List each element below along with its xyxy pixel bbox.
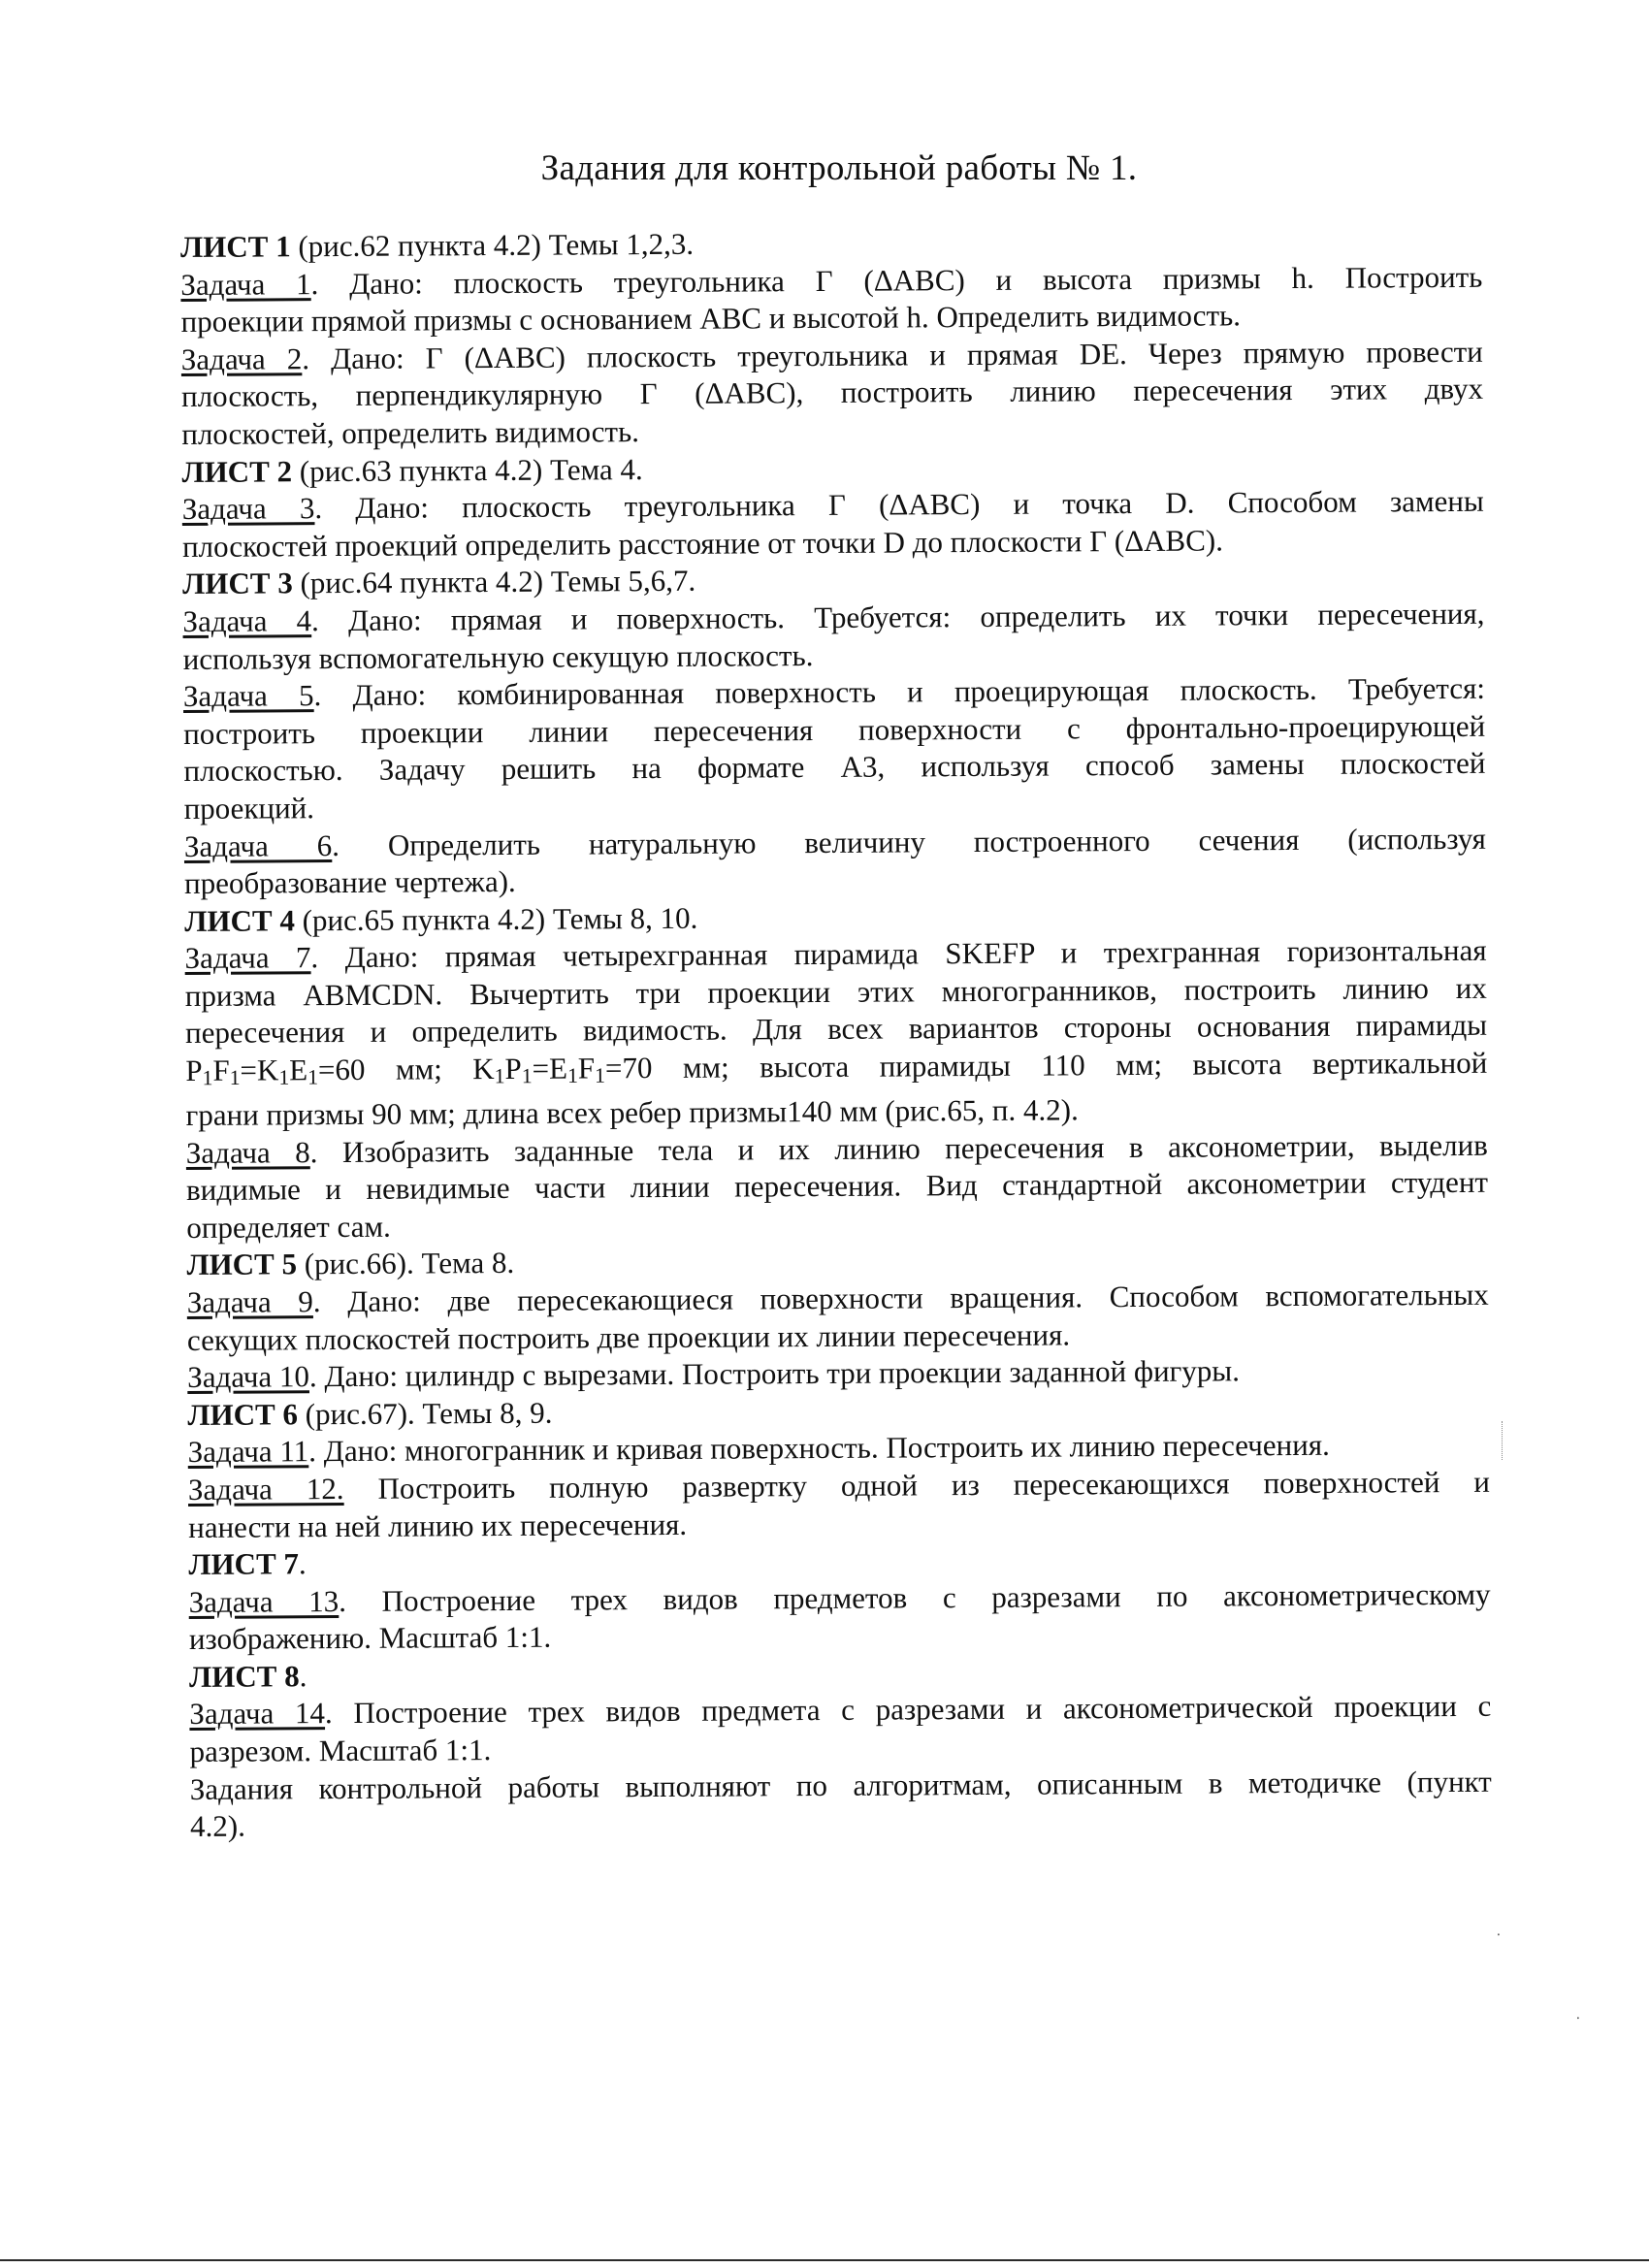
- task-label: Задача 13: [188, 1583, 340, 1619]
- task-text: . Построение трех видов предмета с разрезами и аксонометрической проекции с: [324, 1689, 1492, 1731]
- task-text: . Дано: Г (ΔАВС) плоскость треугольника и прямая DE. Через прямую провести: [302, 334, 1483, 376]
- subscript: 1: [278, 1065, 290, 1089]
- subscript: 1: [202, 1066, 213, 1090]
- sheet-label: ЛИСТ 6: [187, 1397, 299, 1432]
- task-text: секущих плоскостей построить две проекции их линии пересечения.: [186, 1316, 1071, 1357]
- task-text: . Определить натуральную величину построенного сечения (используя: [332, 821, 1486, 862]
- subscript: 1: [521, 1064, 533, 1088]
- sheet-info: (рис.66). Тема 8.: [296, 1246, 515, 1281]
- task-text: . Дано: плоскость треугольника Г (ΔАВС) и точка D. Способом замены: [314, 483, 1484, 526]
- task-label: Задача 6: [183, 827, 333, 863]
- formula-part: =E: [532, 1051, 568, 1085]
- task-line: [182, 483, 1484, 529]
- task-text: . Дано: прямая и поверхность. Требуется: определить их точки пересечения,: [311, 596, 1485, 638]
- task-text: . Дано: комбинированная поверхность и проецирующая плоскость. Требуется:: [313, 670, 1486, 713]
- task-text: нанести на ней линию их пересечения.: [188, 1507, 688, 1544]
- task-label: Задача 3: [181, 491, 315, 527]
- sheet-label: ЛИСТ 7: [188, 1546, 300, 1582]
- task-label: Задача 4: [182, 603, 312, 638]
- task-label: Задача 1: [180, 266, 311, 302]
- subscript: 1: [229, 1066, 241, 1090]
- sheet-label: ЛИСТ 4: [184, 902, 295, 938]
- task-text: проекции прямой призмы с основанием АВС и высотой h. Определить видимость.: [180, 298, 1242, 340]
- task-text: . Изобразить заданные тела и их линию пересечения в аксонометрии, выделив: [309, 1127, 1488, 1169]
- task-text: призма ABMCDN. Вычертить три проекции этих многогранников, построить линию их: [184, 970, 1487, 1013]
- sheet-info: (рис.62 пункта 4.2) Темы 1,2,3.: [290, 226, 695, 264]
- formula: [185, 1045, 1488, 1090]
- subscript: 1: [494, 1064, 505, 1088]
- task-text: Построить полную развертку одной из пересекающихся поверхностей и: [343, 1464, 1491, 1506]
- task-label: Задача 10: [187, 1359, 310, 1395]
- sheet-label: ЛИСТ 5: [186, 1247, 298, 1282]
- task-text: проекций.: [183, 791, 315, 826]
- task-text: . Построение трех видов предметов с разрезами по аксонометрическому: [339, 1576, 1491, 1618]
- task-text: разрезом. Масштаб 1:1.: [189, 1733, 492, 1769]
- sheet-info: (рис.67). Темы 8, 9.: [297, 1395, 553, 1432]
- sheet-label: ЛИСТ 3: [182, 566, 293, 601]
- task-label: Задача 9: [186, 1284, 313, 1319]
- formula-part: =70 мм; высота пирамиды 110 мм; высота вертикальной: [604, 1045, 1488, 1085]
- sheet-info: (рис.63 пункта 4.2) Тема 4.: [291, 451, 643, 488]
- scan-edge-line: [0, 2259, 1649, 2261]
- task-line: [185, 1045, 1487, 1097]
- scan-speck: ⸱: [1497, 1928, 1501, 1943]
- task-label: Задача 7: [184, 940, 311, 976]
- sheet-info: .: [298, 1546, 307, 1581]
- footer-note: [190, 1800, 1492, 1846]
- sheet-label: ЛИСТ 2: [181, 453, 293, 489]
- task-text: плоскостей проекций определить расстояние от точки D до плоскости Г (ΔАВС).: [181, 523, 1224, 564]
- task-label: Задача 14: [189, 1696, 326, 1732]
- task-text: грани призмы 90 мм; длина всех ребер призмы140 мм (рис.65, п. 4.2).: [185, 1092, 1079, 1132]
- page-title: Задания для контрольной работы № 1.: [540, 148, 1138, 188]
- subscript: 1: [307, 1065, 319, 1089]
- task-text: . Дано: цилиндр с вырезами. Построить три проекции заданной фигуры.: [308, 1353, 1241, 1394]
- task-text: плоскостью. Задачу решить на формате А3, используя способ замены плоскостей: [183, 746, 1486, 789]
- scan-speck: ⸱: [1576, 2012, 1580, 2026]
- sheet-info: .: [299, 1659, 307, 1694]
- task-line: [182, 596, 1484, 641]
- formula-part: P: [185, 1053, 203, 1088]
- task-line: [183, 745, 1485, 791]
- task-line: [187, 1277, 1489, 1322]
- task-text: . Дано: плоскость треугольника Г (ΔАВС) и высота призмы h. Построить: [310, 259, 1483, 301]
- task-text: построить проекции линии пересечения поверхности с фронтально-проецирующей: [183, 708, 1486, 751]
- task-line: [181, 371, 1483, 416]
- task-label: Задача 11: [187, 1434, 309, 1470]
- formula-part: =60 мм; K: [317, 1052, 495, 1087]
- formula-part: =K: [240, 1053, 279, 1087]
- task-text: пересечения и определить видимость. Для всех вариантов стороны основания пирамиды: [184, 1008, 1488, 1051]
- footer-text: Задания контрольной работы выполняют по алгоритмам, описанным в методичке (пункт: [189, 1764, 1492, 1806]
- formula-part: F: [212, 1053, 230, 1087]
- task-text: плоскостей, определить видимость.: [181, 414, 640, 451]
- task-text: используя вспомогательную секущую плоскость.: [182, 637, 814, 676]
- subscript: 1: [595, 1063, 606, 1087]
- sheet-info: (рис.65 пункта 4.2) Темы 8, 10.: [294, 900, 698, 937]
- task-line: [188, 1464, 1490, 1509]
- task-line: [186, 1164, 1488, 1210]
- scan-speck: [1502, 1421, 1505, 1460]
- task-text: плоскость, перпендикулярную Г (ΔАВС), построить линию пересечения этих двух: [180, 372, 1484, 414]
- task-line: [189, 1688, 1491, 1733]
- formula-part: F: [577, 1051, 596, 1085]
- task-text: видимые и невидимые части линии пересечения. Вид стандартной аксонометрии студент: [185, 1164, 1489, 1208]
- task-text: . Дано: многогранник и кривая поверхность. Построить их линию пересечения.: [308, 1428, 1330, 1469]
- sheet-label: ЛИСТ 1: [180, 229, 291, 264]
- task-text: преобразование чертежа).: [184, 863, 516, 901]
- task-label: Задача 12.: [187, 1471, 344, 1507]
- formula-part: E: [289, 1053, 308, 1087]
- footer-text: 4.2).: [189, 1808, 245, 1844]
- formula-part: P: [504, 1051, 522, 1086]
- document-body: [180, 221, 1492, 1846]
- sheet-label: ЛИСТ 8: [189, 1659, 300, 1694]
- task-text: . Дано: две пересекающиеся поверхности вращения. Способом вспомогательных: [312, 1277, 1489, 1319]
- task-text: . Дано: прямая четырехгранная пирамида SKEFP и трехгранная горизонтальная: [310, 933, 1487, 975]
- task-label: Задача 5: [182, 678, 314, 714]
- task-text: определяет сам.: [186, 1209, 391, 1245]
- subscript: 1: [566, 1063, 578, 1087]
- task-label: Задача 2: [180, 341, 303, 376]
- task-text: изображению. Масштаб 1:1.: [188, 1619, 552, 1657]
- task-label: Задача 8: [185, 1134, 310, 1170]
- sheet-info: (рис.64 пункта 4.2) Темы 5,6,7.: [292, 564, 696, 600]
